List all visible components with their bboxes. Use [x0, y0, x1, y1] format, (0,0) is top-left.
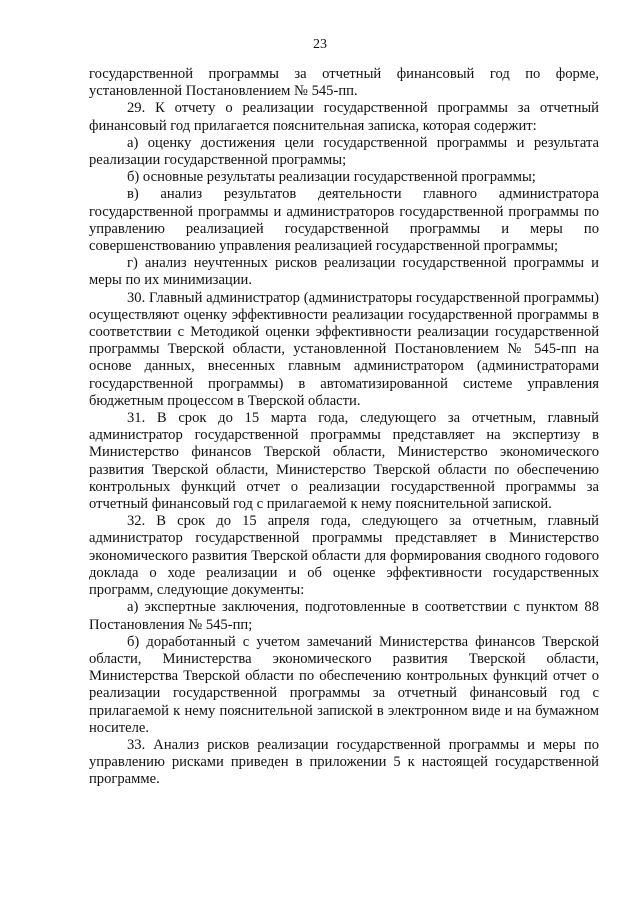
- paragraph-32-b: б) доработанный с учетом замечаний Министерства финансов Тверской области, Министерства экономического развития Тверской области, Министерства Тверской области по обеспечению контрольных функций отчет о реализации государственной программы за отчетный финансовый год с прилагаемой к нему пояснительной запиской в электронном виде и на бумажном носителе.: [89, 633, 599, 736]
- paragraph-continuation: государственной программы за отчетный финансовый год по форме, установленной Постановлением № 545-пп.: [89, 66, 599, 100]
- paragraph-29: 29. К отчету о реализации государственной программы за отчетный финансовый год прилагается пояснительная записка, которая содержит:: [89, 100, 599, 134]
- paragraph-32-a: а) экспертные заключения, подготовленные в соответствии с пунктом 88 Постановления № 545-пп;: [89, 599, 599, 633]
- paragraph-29-b: б) основные результаты реализации государственной программы;: [127, 169, 536, 186]
- paragraph-32: 32. В срок до 15 апреля года, следующего за отчетным, главный администратор государственной программы представляет в Министерство экономического развития Тверской области для формирования сводного годового доклада о ходе реализации и об оценке эффективности государственных программ, следующие документы:: [89, 513, 599, 599]
- paragraph-29-a: а) оценку достижения цели государственной программы и результата реализации государственной программы;: [89, 134, 599, 169]
- paragraph-29-v: в) анализ результатов деятельности главного администратора государственной программы и администраторов государственной программы по управлению реализацией государственной программы и меры по совершенствованию управления реализацией государственной программы;: [89, 186, 599, 255]
- page-number: 23: [313, 37, 327, 52]
- paragraph-33: 33. Анализ рисков реализации государственной программы и меры по управлению рисками приведен в приложении 5 к настоящей государственной программе.: [89, 736, 599, 788]
- document-body: [89, 66, 599, 789]
- paragraph-31: 31. В срок до 15 марта года, следующего за отчетным, главный администратор государственной программы представляет на экспертизу в Министерство финансов Тверской области, Министерство экономического развития Тверской области, Министерство Тверской области по обеспечению контрольных функций отчет о реализации государственной программы за отчетный финансовый год с прилагаемой к нему пояснительной запиской.: [89, 410, 599, 513]
- paragraph-30: 30. Главный администратор (администраторы государственной программы) осуществляют оценку эффективности реализации государственной программы в соответствии с Методикой оценки эффективности реализации государственной программы Тверской области, установленной Постановлением № 545-пп на основе данных, внесенных главным администратором (администраторами государственной программы) в автоматизированной системе управления бюджетным процессом в Тверской области.: [89, 289, 599, 409]
- paragraph-29-g: г) анализ неучтенных рисков реализации государственной программы и меры по их минимизации.: [89, 255, 599, 289]
